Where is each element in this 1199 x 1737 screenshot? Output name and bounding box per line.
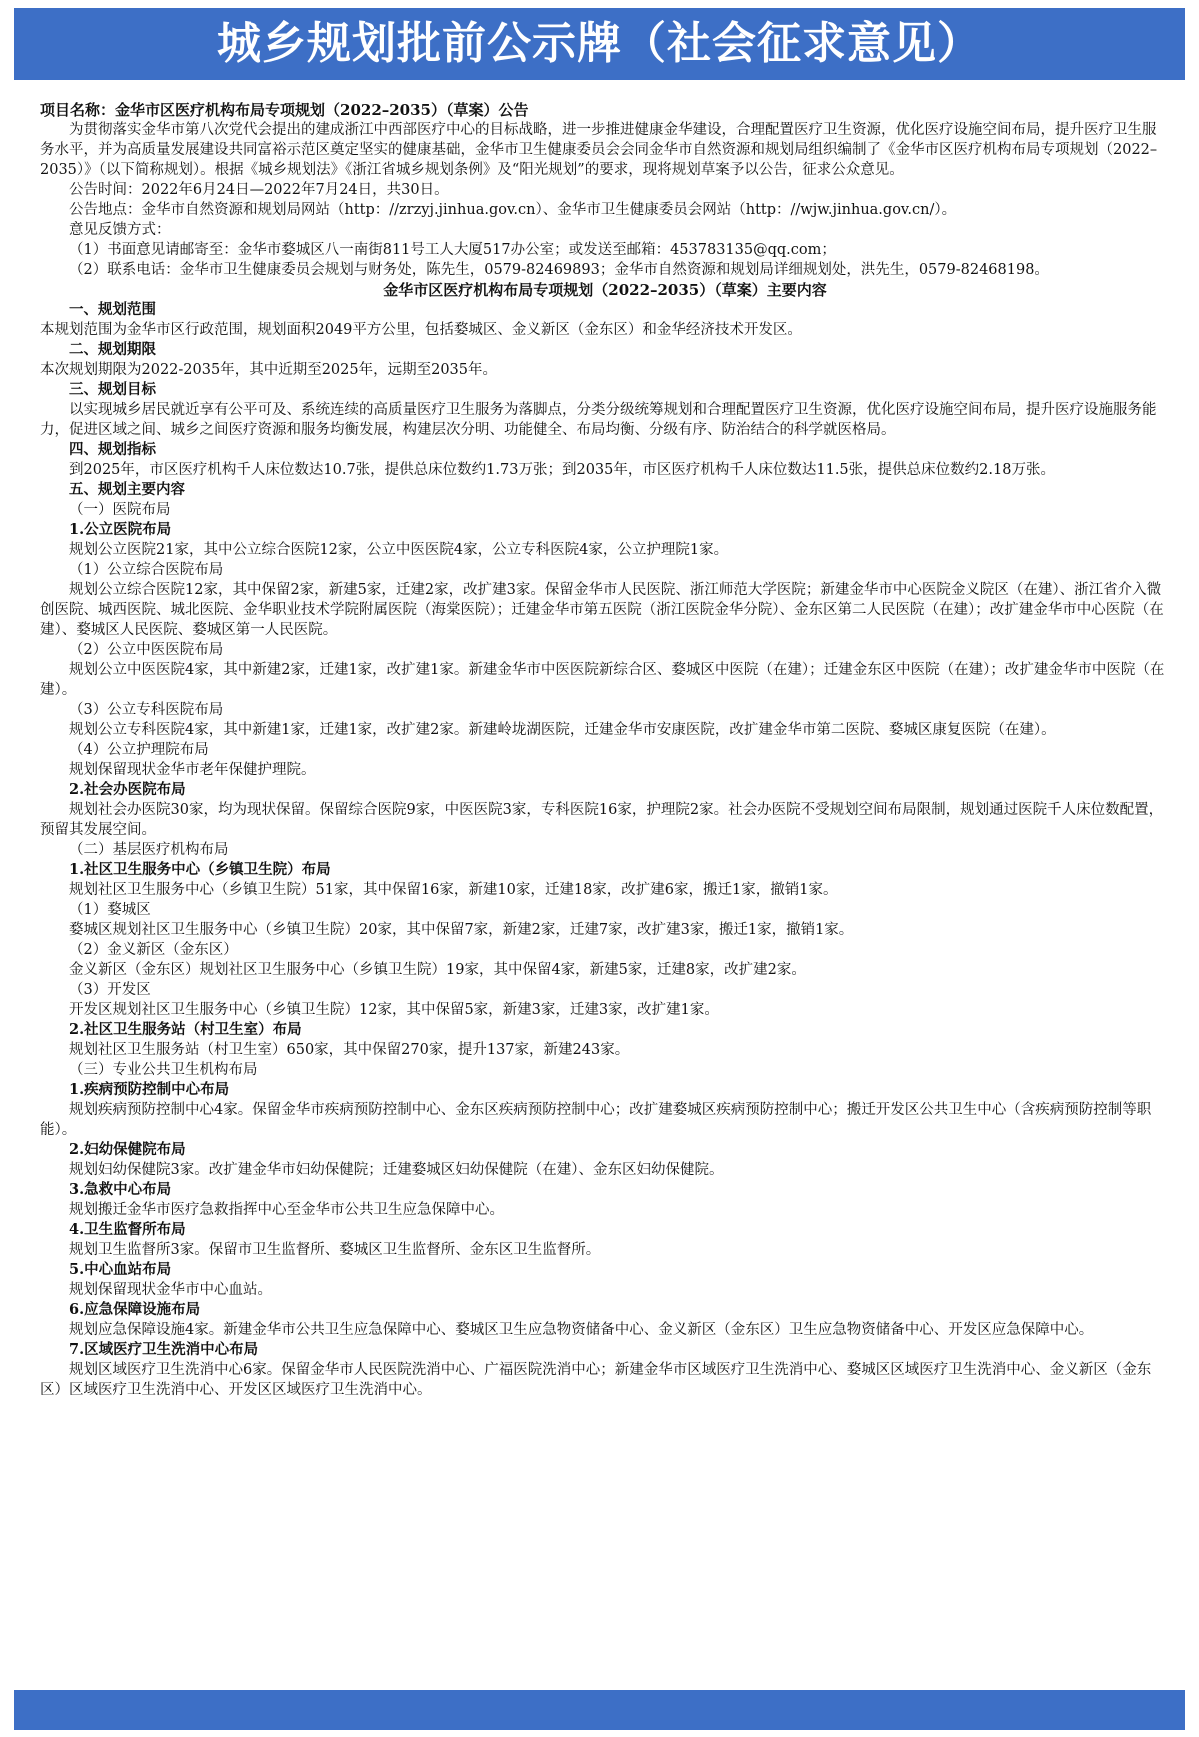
- item-text: 婺城区规划社区卫生服务中心（乡镇卫生院）20家，其中保留7家，新建2家，迁建7家，改扩建3家，搬迁1家，撤销1家。: [69, 922, 854, 938]
- project-name: 项目名称：金华市区医疗机构布局专项规划（2022–2035）（草案）公告: [40, 101, 529, 119]
- item-heading: 4.卫生监督所布局: [69, 1221, 186, 1238]
- section-text: 本次规划期限为2022-2035年，其中近期至2025年，远期至2035年。: [40, 362, 498, 378]
- item-heading: 1.公立医院布局: [69, 521, 172, 538]
- item-heading: 2.社区卫生服务站（村卫生室）布局: [69, 1021, 302, 1038]
- section-text: 以实现城乡居民就近享有公平可及、系统连续的高质量医疗卫生服务为落脚点，分类分级统筹规划和合理配置医疗卫生资源，优化医疗设施空间布局，提升医疗设施服务能力，促进区域之间、城乡之间医疗资源和服务均衡发展，构建层次分明、功能健全、布局均衡、分级有序、防治结合的科学就医格局。: [40, 402, 1157, 438]
- feedback-title: 意见反馈方式：: [69, 222, 171, 238]
- item-text: 规划区域医疗卫生洗消中心6家。保留金华市人民医院洗消中心、广福医院洗消中心；新建金华市区域医疗卫生洗消中心、婺城区区域医疗卫生洗消中心、金义新区（金东区）区域医疗卫生洗消中心、开发区区域医疗卫生洗消中心。: [40, 1362, 1152, 1398]
- notice-document: [40, 100, 1170, 1400]
- item-heading: （3）开发区: [69, 982, 151, 998]
- feedback-phone: （2）联系电话：金华市卫生健康委员会规划与财务处，陈先生，0579-82469893；金华市自然资源和规划局详细规划处，洪先生，0579-82468198。: [69, 262, 1049, 278]
- item-heading: 1.疾病预防控制中心布局: [69, 1081, 230, 1098]
- item-heading: （4）公立护理院布局: [69, 742, 209, 758]
- section-text: 本规划范围为金华市区行政范围，规划面积2049平方公里，包括婺城区、金义新区（金东区）和金华经济技术开发区。: [40, 322, 802, 338]
- item-text: 规划公立专科医院4家，其中新建1家，迁建1家，改扩建2家。新建岭垅湖医院，迁建金华市安康医院，改扩建金华市第二医院、婺城区康复医院（在建）。: [69, 722, 1056, 738]
- subsection-heading: （一）医院布局: [69, 502, 171, 518]
- item-heading: （2）公立中医医院布局: [69, 642, 224, 658]
- item-text: 规划搬迁金华市医疗急救指挥中心至金华市公共卫生应急保障中心。: [69, 1202, 504, 1218]
- item-text: 规划应急保障设施4家。新建金华市公共卫生应急保障中心、婺城区卫生应急物资储备中心、金义新区（金东区）卫生应急物资储备中心、开发区应急保障中心。: [69, 1322, 1094, 1338]
- item-heading: 2.社会办医院布局: [69, 781, 186, 798]
- notice-intro: 为贯彻落实金华市第八次党代会提出的建成浙江中西部医疗中心的目标战略，进一步推进健康金华建设，合理配置医疗卫生资源，优化医疗设施空间布局，提升医疗卫生服务水平，并为高质量发展建设共同富裕示范区奠定坚实的健康基础，金华市卫生健康委员会会同金华市自然资源和规划局组织编制了《金华市区医疗机构布局专项规划（2022–2035）》（以下简称规划）。根据《城乡规划法》《浙江省城乡规划条例》及“阳光规划”的要求，现将规划草案予以公告，征求公众意见。: [40, 122, 1158, 178]
- footer-bar: [14, 1690, 1185, 1730]
- section-heading: 三、规划目标: [69, 381, 156, 398]
- section-heading: 五、规划主要内容: [69, 481, 185, 498]
- item-text: 规划社区卫生服务中心（乡镇卫生院）51家，其中保留16家，新建10家，迁建18家，改扩建6家，搬迁1家，撤销1家。: [69, 882, 838, 898]
- subsection-heading: （三）专业公共卫生机构布局: [69, 1062, 258, 1078]
- item-heading: 2.妇幼保健院布局: [69, 1141, 186, 1158]
- item-text: 金义新区（金东区）规划社区卫生服务中心（乡镇卫生院）19家，其中保留4家，新建5家，迁建8家，改扩建2家。: [69, 962, 806, 978]
- subsection-heading: （二）基层医疗机构布局: [69, 842, 229, 858]
- notice-place: 公告地点：金华市自然资源和规划局网站（http：//zrzyj.jinhua.gov.cn）、金华市卫生健康委员会网站（http：//wjw.jinhua.gov.cn/）。: [69, 202, 957, 218]
- item-heading: 1.社区卫生服务中心（乡镇卫生院）布局: [69, 861, 331, 878]
- item-text: 规划公立医院21家，其中公立综合医院12家，公立中医医院4家，公立专科医院4家，公立护理院1家。: [69, 542, 729, 558]
- banner-title: 城乡规划批前公示牌（社会征求意见）: [14, 8, 1185, 80]
- item-text: 规划妇幼保健院3家。改扩建金华市妇幼保健院；迁建婺城区妇幼保健院（在建）、金东区妇幼保健院。: [69, 1162, 724, 1178]
- item-heading: 7.区域医疗卫生洗消中心布局: [69, 1341, 259, 1358]
- item-heading: （1）婺城区: [69, 902, 151, 918]
- feedback-mail: （1）书面意见请邮寄至：金华市婺城区八一南街811号工人大厦517办公室；或发送至邮箱：453783135@qq.com；: [69, 242, 836, 258]
- item-heading: （3）公立专科医院布局: [69, 702, 224, 718]
- item-text: 规划公立综合医院12家，其中保留2家，新建5家，迁建2家，改扩建3家。保留金华市人民医院、浙江师范大学医院；新建金华市中心医院金义院区（在建）、浙江省介入微创医院、城西医院、城北医院、金华职业技术学院附属医院（海棠医院）；迁建金华市第五医院（浙江医院金华分院）、金东区第二人民医院（在建）；改扩建金华市中心医院（在建）、婺城区人民医院、婺城区第一人民医院。: [40, 582, 1164, 638]
- item-text: 开发区规划社区卫生服务中心（乡镇卫生院）12家，其中保留5家，新建3家，迁建3家，改扩建1家。: [69, 1002, 719, 1018]
- item-heading: 3.急救中心布局: [69, 1181, 172, 1198]
- section-heading: 二、规划期限: [69, 341, 156, 358]
- notice-time: 公告时间：2022年6月24日—2022年7月24日，共30日。: [69, 182, 449, 198]
- section-text: 到2025年，市区医疗机构千人床位数达10.7张，提供总床位数约1.73万张；到2035年，市区医疗机构千人床位数达11.5张，提供总床位数约2.18万张。: [69, 462, 1055, 478]
- item-text: 规划社会办医院30家，均为现状保留。保留综合医院9家，中医医院3家，专科医院16家，护理院2家。社会办医院不受规划空间布局限制，规划通过医院千人床位数配置，预留其发展空间。: [40, 802, 1164, 838]
- item-text: 规划卫生监督所3家。保留市卫生监督所、婺城区卫生监督所、金东区卫生监督所。: [69, 1242, 601, 1258]
- item-text: 规划公立中医医院4家，其中新建2家，迁建1家，改扩建1家。新建金华市中医医院新综合区、婺城区中医院（在建）；迁建金东区中医院（在建）；改扩建金华市中医院（在建）。: [40, 662, 1165, 698]
- section-heading: 一、规划范围: [69, 301, 156, 318]
- item-text: 规划保留现状金华市中心血站。: [69, 1282, 272, 1298]
- item-heading: 5.中心血站布局: [69, 1261, 172, 1278]
- item-text: 规划保留现状金华市老年保健护理院。: [69, 762, 316, 778]
- content-title: 金华市区医疗机构布局专项规划（2022–2035）（草案）主要内容: [383, 281, 827, 299]
- item-heading: 6.应急保障设施布局: [69, 1301, 201, 1318]
- item-text: 规划疾病预防控制中心4家。保留金华市疾病预防控制中心、金东区疾病预防控制中心；改扩建婺城区疾病预防控制中心；搬迁开发区公共卫生中心（含疾病预防控制等职能）。: [40, 1102, 1152, 1138]
- item-heading: （2）金义新区（金东区）: [69, 942, 238, 958]
- item-text: 规划社区卫生服务站（村卫生室）650家，其中保留270家，提升137家，新建243家。: [69, 1042, 630, 1058]
- item-heading: （1）公立综合医院布局: [69, 562, 224, 578]
- section-heading: 四、规划指标: [69, 441, 156, 458]
